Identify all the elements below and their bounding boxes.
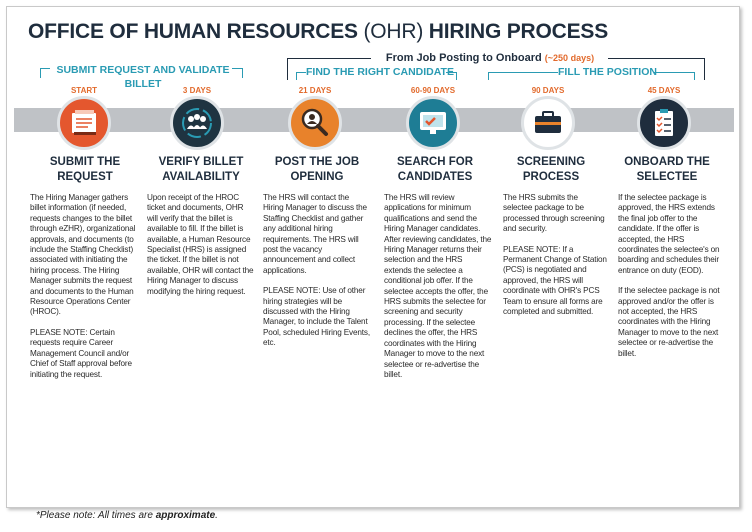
step-title-search: SEARCH FOR CANDIDATES [396,156,474,183]
footnote-bold: approximate [155,510,216,521]
page-title [28,20,608,44]
phase-find-label: FIND THE RIGHT CANDIDATE [306,66,454,78]
people-cycle-icon [170,96,224,150]
title-end: HIRING PROCESS [423,20,609,43]
phase-submit-label: SUBMIT REQUEST AND VALIDATE BILLET [56,64,230,90]
step-title-onboard: ONBOARD THE SELECTEE [624,156,710,183]
checklist-screen-icon [406,96,460,150]
title-ohr: (OHR) [363,20,424,43]
phase-fill-label: FILL THE POSITION [558,66,657,78]
magnifier-person-icon [288,96,342,150]
step-desc-onboard [618,193,726,369]
step-days-5: 90 DAYS [531,86,565,95]
step-desc-screening [503,193,607,327]
step-desc-post [263,193,371,359]
step-days-6: 45 DAYS [647,86,681,95]
step-days-2: 3 DAYS [182,86,212,95]
footnote-text: *Please note: All times are [36,510,156,521]
step-desc-verify [147,193,255,307]
step-desc-search [384,193,492,390]
title-main: OFFICE OF HUMAN RESOURCES [28,20,364,43]
overall-label: From Job Posting to Onboard [385,52,542,64]
document-stack-icon [57,96,111,150]
step-desc-submit [30,193,138,390]
step-days-3: 21 DAYS [298,86,332,95]
overall-days: (~250 days) [544,53,595,63]
clipboard-checklist-icon [637,96,691,150]
step-desc-onboard-main: If the selectee package is approved, the HRS extends the final job offer to the candidate. If the offer is accepted, the HRS coordinates the selectee's on boarding and schedules their entrance on duty (EOD). [618,193,720,275]
footnote [36,510,218,521]
overall-label-group [374,52,606,64]
step-desc-onboard-note: If the selectee package is not approved and/or the offer is not accepted, the HRS coordinates with the Hiring Manager to move to the next selectee or re-advertise the billet. [618,286,720,358]
step-desc-screening-note: PLEASE NOTE: If a Permanent Change of Station (PCS) is negotiated and approved, the HRS will coordinate with OHR's PCS Team to ensure all forms are completed and submitted. [503,244,607,317]
step-desc-verify-main: Upon receipt of the HROC ticket and documents, OHR will verify that the billet is available to fill. If the billet is available, a Human Resource Specialist (HRS) is assigned the ticket. If the billet is not available, OHR will contact the Hiring Manager to discuss modifying the hiring request. [147,193,254,296]
step-desc-post-note: PLEASE NOTE: Use of other hiring strategies will be discussed with the Hiring Manager, to include the Talent Pool, scheduled Hiring Events, etc. [263,286,371,348]
step-desc-submit-main: The Hiring Manager gathers billet information (if needed, requests changes to the billet through eZHR), organizational approvals, and documents (to include the Staffing Checklist) associated with initiating the hiring process. The Hiring Manager submits the request and documents to the Human Resource Operations Center (HROC). [30,193,136,317]
step-title-submit: SUBMIT THE REQUEST [49,156,121,183]
step-desc-post-main: The HRS will contact the Hiring Manager to discuss the Staffing Checklist and gather any additional hiring requirements. The HRS will post the vacancy announcement and collect applications. [263,193,367,275]
step-desc-submit-note: PLEASE NOTE: Certain requests require Career Management Council and/or Chief of Staff approval before initiating the request. [30,327,132,379]
step-desc-search-main: The HRS will review applications for minimum qualifications and send the Hiring Manager candidates. After reviewing candidates, the Hiring Manager returns their selection and the HRS extends the selectee a conditional job offer. If the selectee accepts the offer, the HRS submits the selectee for screening and security processing. If the selectee declines the offer, the HRS coordinates with the Hiring Manager to move to the next selectee or re-advertise the billet. [384,193,492,379]
step-days-4: 60-90 DAYS [410,86,456,95]
footnote-end: . [215,510,218,521]
step-days-1: START [70,86,98,95]
step-desc-screening-main: The HRS submits the selectee package to be processed through screening and security. [503,193,605,234]
step-title-verify: VERIFY BILLET AVAILABILITY [158,156,244,183]
briefcase-icon [521,96,575,150]
step-title-post: POST THE JOB OPENING [274,156,360,183]
step-title-screening: SCREENING PROCESS [516,156,586,183]
timeline-band [14,108,734,132]
